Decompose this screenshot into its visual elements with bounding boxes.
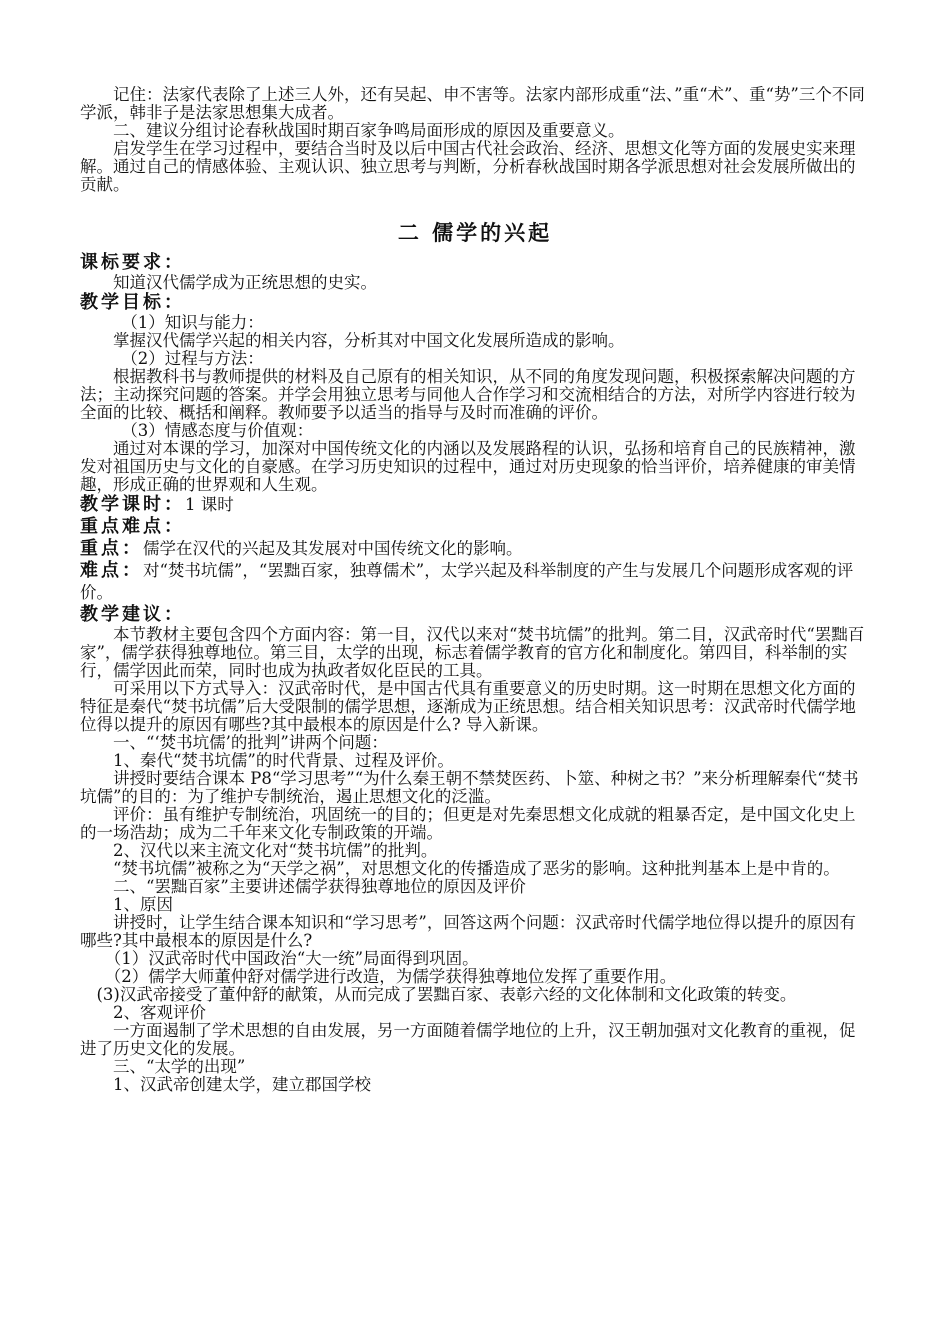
process-text: 根据教科书与教师提供的材料及自己原有的相关知识，从不同的角度发现问题，积极探索解决问题的方法；主动探究问题的答案。并学会用独立思考与同他人合作学习和交流相结合的方法，对所学内容进行较为全面的比较、概括和阐释。教师要予以适当的指导与及时而准确的评价。 [80,367,856,422]
nandian-heading: 难点： [80,560,143,581]
jianyi-paragraph: 讲授时，让学生结合课本知识和“学习思考”，回答这两个问题：汉武帝时代儒学地位得以提升的原因有哪些?其中最根本的原因是什么? [80,913,856,950]
jianyi-paragraph: 2、客观评价 [113,1003,206,1022]
jianyi-paragraph: 评价：虽有维护专制统治，巩固统一的目的；但更是对先秦思想文化成就的粗暴否定，是中国文化史上的一场浩劫；成为二千年来文化专制政策的开端。 [80,805,856,842]
jianyi-paragraph: （2）儒学大师董仲舒对儒学进行改造，为儒学获得独尊地位发挥了重要作用。 [104,967,677,986]
knowledge-text: 掌握汉代儒学兴起的相关内容，分析其对中国文化发展所造成的影响。 [113,331,625,350]
jianyi-paragraph: 一方面遏制了学术思想的自由发展，另一方面随着儒学地位的上升，汉王朝加强对文化教育的重视，促进了历史文化的发展。 [80,1021,856,1058]
kebiao-text: 知道汉代儒学成为正统思想的史实。 [113,273,377,292]
keshi-row [80,494,870,516]
jianyi-paragraph: 1、秦代“焚书坑儒”的时代背景、过程及评价。 [113,751,454,770]
jianyi-paragraph: 二、“罢黜百家”主要讲述儒学获得独尊地位的原因及评价 [113,877,526,896]
knowledge-label: （1）知识与能力： [121,313,264,332]
intro-paragraph-2: 二、建议分组讨论春秋战国时期百家争鸣局面形成的原因及重要意义。 [113,121,625,140]
zhongdian-heading: 重点： [80,538,143,559]
zhongnan-heading: 重点难点： [80,516,185,537]
nandian-text: 对“焚书坑儒”，“罢黜百家，独尊儒术”，太学兴起及科举制度的产生与发展几个问题形成客观的评价。 [80,561,854,602]
zhongdian-row [80,538,870,560]
emotion-label: （3）情感态度与价值观： [121,421,314,440]
mubiao-heading: 教学目标： [80,292,185,313]
intro-paragraph-3: 启发学生在学习过程中，要结合当时及以后中国古代社会政治、经济、思想文化等方面的发展史实来理解。通过自己的情感体验、主观认识、独立思考与判断，分析春秋战国时期各学派思想对社会发展所做出的贡献。 [80,139,856,194]
jianyi-paragraph: 本节教材主要包含四个方面内容：第一目，汉代以来对“焚书坑儒”的批判。第二目，汉武帝时代“罢黜百家”，儒学获得独尊地位。第三目，太学的出现，标志着儒学教育的官方化和制度化。第四目，科举制的实行，儒学因此而荣，同时也成为执政者奴化臣民的工具。 [80,625,865,680]
jianyi-paragraph: (3)汉武帝接受了董仲舒的献策，从而完成了罢黜百家、表彰六经的文化体制和文化政策的转变。 [96,985,797,1004]
jianyi-paragraph: 1、汉武帝创建太学，建立郡国学校 [113,1075,371,1094]
jianyi-paragraph: 讲授时要结合课本 P8“学习思考”“为什么秦王朝不禁焚医药、卜筮、种树之书？”来分析理解秦代“焚书坑儒”的目的：为了维护专制统治，遏止思想文化的泛滥。 [80,769,859,806]
keshi-text: 1 课时 [185,495,234,514]
kebiao-heading: 课标要求： [80,252,185,273]
jianyi-paragraph: （1）汉武帝时代中国政治“大一统”局面得到巩固。 [104,949,479,968]
nandian-row [80,560,870,604]
jianyi-paragraph: 一、“‘焚书坑儒’的批判”讲两个问题： [113,733,388,752]
zhongdian-text: 儒学在汉代的兴起及其发展对中国传统文化的影响。 [143,539,523,558]
jianyi-paragraph: “焚书坑儒”被称之为“天学之祸”，对思想文化的传播造成了恶劣的影响。这种批判基本上是中肯的。 [113,859,840,878]
keshi-heading: 教学课时： [80,494,185,515]
process-label: （2）过程与方法： [121,349,264,368]
emotion-text: 通过对本课的学习，加深对中国传统文化的内涵以及发展路程的认识，弘扬和培育自己的民族精神，激发对祖国历史与文化的自豪感。在学习历史知识的过程中，通过对历史现象的恰当评价，培养健康的审美情趣，形成正确的世界观和人生观。 [80,439,856,494]
jianyi-paragraph: 三、“太学的出现” [113,1057,246,1076]
section-title: 二 儒学的兴起 [397,221,553,245]
jianyi-paragraph: 可采用以下方式导入：汉武帝时代，是中国古代具有重要意义的历史时期。这一时期在思想文化方面的特征是秦代“焚书坑儒”后大受限制的儒学思想，逐渐成为正统思想。结合相关知识思考：汉武帝时代儒学地位得以提升的原因有哪些?其中最根本的原因是什么? 导入新课。 [80,679,856,734]
jianyi-heading: 教学建议： [80,604,185,625]
jianyi-paragraph: 2、汉代以来主流文化对“焚书坑儒”的批判。 [113,841,438,860]
jianyi-paragraph: 1、原因 [113,895,173,914]
intro-paragraph-1: 记住：法家代表除了上述三人外，还有吴起、申不害等。法家内部形成重“法、”重“术”、重“势”三个不同学派，韩非子是法家思想集大成者。 [80,85,865,122]
